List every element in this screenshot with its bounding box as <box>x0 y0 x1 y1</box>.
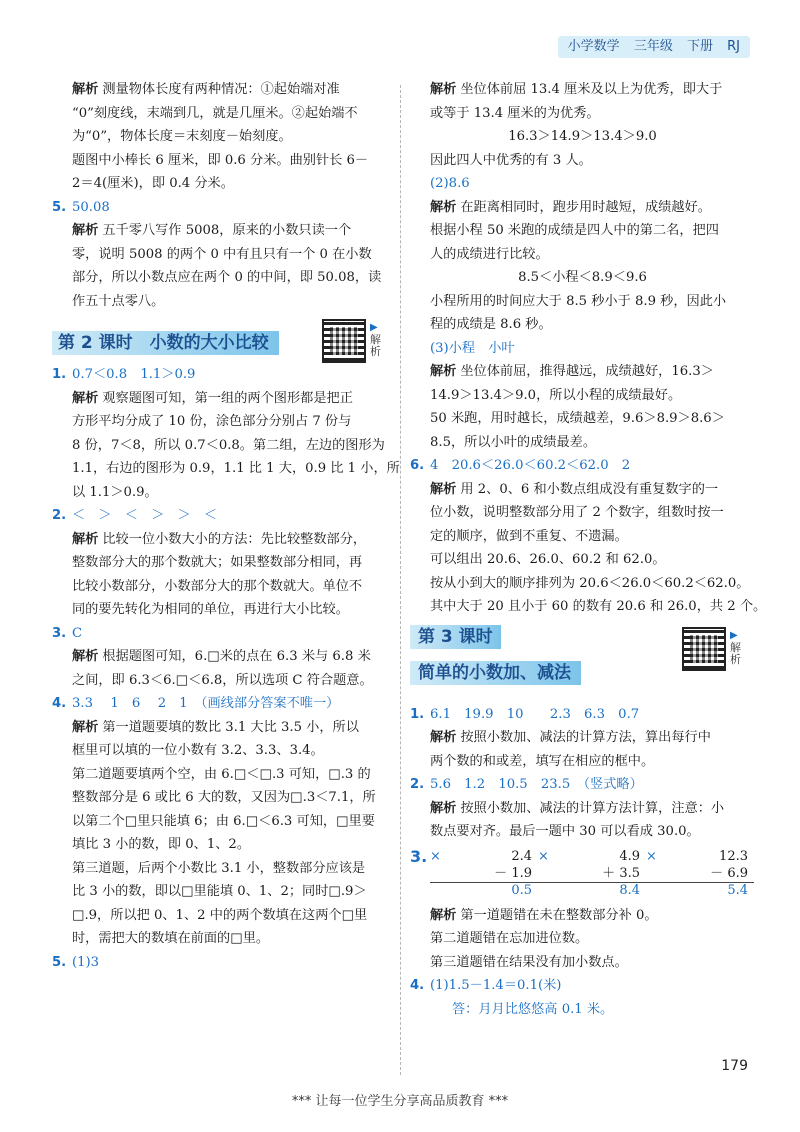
answer: 4 20.6＜26.0＜60.2＜62.0 2 <box>430 458 631 473</box>
calc-top: 2.4 <box>511 848 532 864</box>
wrong-mark: × <box>646 848 657 864</box>
text-line: 框里可以填的一位小数有 3.2、3.3、3.4。 <box>72 743 324 758</box>
answer: ＜ ＞ ＜ ＞ ＞ ＜ <box>72 508 218 523</box>
text-line: “0”刻度线，末端到几，就是几厘米。②起始端不 <box>72 105 358 121</box>
text-line: 1.1，右边的图形为 0.9，1.1 比 1 大，0.9 比 1 小，所 <box>72 461 400 476</box>
answer: 5.6 1.2 10.5 23.5 （竖式略） <box>430 777 643 792</box>
question-number: 4. <box>410 978 425 993</box>
text-line: 定的顺序，做到不重复、不遗漏。 <box>430 528 628 544</box>
text-line: 五千零八写作 5008，原来的小数只读一个 <box>102 223 352 238</box>
calc-bottom: 6.9 <box>727 865 748 881</box>
calc-operator: － <box>494 865 508 881</box>
qr-code-icon[interactable] <box>322 319 366 363</box>
text-line: 人的成绩进行比较。 <box>430 246 549 262</box>
vertical-calc <box>538 848 646 898</box>
header-subject: 小学数学 <box>567 39 620 54</box>
analysis-label: 解析 <box>72 390 99 406</box>
analysis-label: 解析 <box>430 199 457 215</box>
vertical-calc <box>430 848 538 898</box>
inequality-line: 8.5＜小程＜8.9＜9.6 <box>518 270 647 285</box>
calc-top: 12.3 <box>719 848 748 864</box>
text-line: 测量物体长度有两种情况：①起始端对准 <box>102 82 340 97</box>
text-line: 小程所用的时间应大于 8.5 秒小于 8.9 秒，因此小 <box>430 293 727 309</box>
text-line: 以 1.1＞0.9。 <box>72 484 158 500</box>
analysis-label: 解析 <box>72 82 99 97</box>
answer: (2)8.6 <box>430 176 470 191</box>
answer: (1)3 <box>72 954 100 970</box>
footer-slogan: *** 让每一位学生分享高品质教育 *** <box>291 1094 509 1109</box>
play-icon: ▶ <box>370 322 378 333</box>
question-number: 4. <box>52 696 67 711</box>
header-grade: 三年级 <box>633 39 673 54</box>
play-icon: ▶ <box>730 629 738 641</box>
calc-result: 0.5 <box>430 882 538 898</box>
question-number: 3. <box>52 625 67 641</box>
text-line: □.9，所以把 0、1、2 中的两个数填在这两个□里 <box>72 907 368 923</box>
text-line: 为“0”，物体长度＝末刻度－始刻度。 <box>72 129 292 144</box>
analysis-label: 解析 <box>430 82 457 97</box>
text-line: 题图中小棒长 6 厘米，即 0.6 分米。曲别针长 6－ <box>72 152 369 168</box>
analysis-label: 解析 <box>72 649 99 664</box>
answer-sentence: 答：月月比悠悠高 0.1 米。 <box>452 1001 614 1017</box>
inequality-line: 16.3＞14.9＞13.4＞9.0 <box>508 129 657 144</box>
text-line: 8.5，所以小叶的成绩最差。 <box>430 434 597 450</box>
calc-operator: － <box>710 865 724 881</box>
vertical-calc <box>646 848 754 898</box>
vertical-calculations <box>410 848 755 898</box>
text-line: 作五十点零八。 <box>72 293 165 309</box>
text-line: 第二道题要填两个空，由 6.□＜□.3 可知，□.3 的 <box>72 766 371 782</box>
text-line: 在距离相同时，跑步用时越短，成绩越好。 <box>460 199 711 215</box>
answer: 0.7＜0.8 1.1＞0.9 <box>72 367 196 382</box>
text-line: 两个数的和或差，填写在相应的框中。 <box>430 753 655 769</box>
question-number: 1. <box>410 706 425 722</box>
answer: (3)小程 小叶 <box>430 340 515 356</box>
text-line: 填比 3 小的数，即 0、1、2。 <box>72 837 251 852</box>
text-line: 整数部分大的那个数就大；如果整数部分相同，再 <box>72 555 363 570</box>
question-number: 5. <box>52 954 67 970</box>
lesson-subtitle: 简单的小数加、减法 <box>410 661 581 685</box>
text-line: 第一道题要填的数比 3.1 大比 3.5 小，所以 <box>102 719 359 735</box>
lesson-title: 第 3 课时 <box>410 625 501 649</box>
text-line: 50 米跑，用时越长，成绩越差，9.6＞8.9＞8.6＞ <box>430 411 725 426</box>
jiexi-label: ▶解析 <box>730 629 741 666</box>
calc-bottom: 1.9 <box>511 865 532 881</box>
header-volume: 下册 <box>686 39 713 54</box>
answer: 3.3 1 6 2 1 <box>72 696 188 711</box>
text-line: 方形平均分成了 10 份，涂色部分分别占 7 份与 <box>72 414 352 429</box>
analysis-label: 解析 <box>430 800 457 816</box>
calc-top: 4.9 <box>619 848 640 864</box>
analysis-label: 解析 <box>430 907 457 923</box>
answer: 6.1 19.9 10 2.3 6.3 0.7 <box>430 706 640 722</box>
text-line: 第一道题错在未在整数部分补 0。 <box>460 907 658 923</box>
analysis-label: 解析 <box>72 223 99 238</box>
question-number: 6. <box>410 458 425 473</box>
text-line: 根据小程 50 米跑的成绩是四人中的第二名，把四 <box>430 223 719 238</box>
text-line: 数点要对齐。最后一题中 30 可以看成 30.0。 <box>430 824 700 839</box>
wrong-mark: × <box>430 848 441 864</box>
text-line: 按照小数加、减法的计算方法计算，注意：小 <box>460 800 725 816</box>
lesson-2-heading <box>52 319 392 359</box>
left-column <box>52 78 400 974</box>
calc-result: 8.4 <box>538 882 646 898</box>
text-line: 因此四人中优秀的有 3 人。 <box>430 152 592 168</box>
question-number: 2. <box>410 777 425 792</box>
lesson-title: 第 2 课时 小数的大小比较 <box>52 331 279 355</box>
page-number: 179 <box>721 1058 748 1074</box>
answer: 50.08 <box>72 199 110 215</box>
text-line: 同的要先转化为相同的单位，再进行大小比较。 <box>72 602 349 617</box>
text-line: 其中大于 20 且小于 60 的数有 20.6 和 26.0，共 2 个。 <box>430 599 767 614</box>
header-edition: RJ <box>727 39 740 54</box>
text-line: 或等于 13.4 厘米的为优秀。 <box>430 105 600 121</box>
text-line: 第三道题错在结果没有加小数点。 <box>430 954 628 970</box>
text-line: 14.9＞13.4＞9.0，所以小程的成绩最好。 <box>430 387 682 403</box>
text-line: 按从小到大的顺序排列为 20.6＜26.0＜60.2＜62.0。 <box>430 575 750 591</box>
text-line: 坐位体前屈，推得越远，成绩越好，16.3＞ <box>460 364 714 379</box>
text-line: 2＝4(厘米)，即 0.4 分米。 <box>72 176 234 191</box>
question-number: 5. <box>52 199 67 215</box>
text-line: 比较小数部分，小数部分大的那个数就大。单位不 <box>72 578 363 594</box>
calc-bottom: 3.5 <box>619 865 640 881</box>
text-line: 按照小数加、减法的计算方法，算出每行中 <box>460 730 711 745</box>
book-header <box>558 36 750 58</box>
calc-result: 5.4 <box>646 882 754 898</box>
text-line: 第三道题，后两个小数比 3.1 小，整数部分应该是 <box>72 860 366 876</box>
qr-code-icon[interactable] <box>682 627 726 671</box>
question-number: 3. <box>410 846 428 866</box>
analysis-label: 解析 <box>72 719 99 735</box>
answer: (1)1.5－1.4＝0.1(米) <box>430 978 562 993</box>
text-line: 之间，即 6.3＜6.□＜6.8，所以选项 C 符合题意。 <box>72 672 373 688</box>
wrong-mark: × <box>538 848 549 864</box>
analysis-label: 解析 <box>72 531 99 547</box>
answer: C <box>72 625 83 641</box>
text-line: 程的成绩是 8.6 秒。 <box>430 317 552 332</box>
question-number: 2. <box>52 508 67 523</box>
text-line: 第二道题错在忘加进位数。 <box>430 931 589 946</box>
text-line: 观察题图可知，第一组的两个图形都是把正 <box>102 390 353 406</box>
calc-operator: ＋ <box>602 865 616 881</box>
text-line: 坐位体前屈 13.4 厘米及以上为优秀，即大于 <box>460 82 723 97</box>
text-line: 整数部分是 6 或比 6 大的数，又因为□.3＜7.1，所 <box>72 790 376 805</box>
right-column <box>410 78 767 1021</box>
column-divider <box>400 85 401 1075</box>
text-line: 根据题图可知，6.□米的点在 6.3 米与 6.8 米 <box>102 649 371 664</box>
text-line: 用 2、0、6 和小数点组成没有重复数字的一 <box>460 481 719 497</box>
text-line: 时，需把大的数填在前面的□里。 <box>72 931 270 946</box>
question-number: 1. <box>52 367 67 382</box>
text-line: 比 3 小的数，即以□里能填 0、1、2；同时□.9＞ <box>72 884 367 899</box>
text-line: 零，说明 5008 的两个 0 中有且只有一个 0 在小数 <box>72 246 372 262</box>
text-line: 8 份，7＜8，所以 0.7＜0.8。第二组，左边的图形为 <box>72 437 385 453</box>
text-line: 部分，所以小数点应在两个 0 的中间，即 50.08，读 <box>72 270 382 285</box>
answer-note: （画线部分答案不唯一） <box>200 696 340 711</box>
jiexi-label: ▶解析 <box>370 322 381 358</box>
text-line: 比较一位小数大小的方法：先比较整数部分， <box>102 531 367 547</box>
text-line: 以第二个□里只能填 6；由 6.□＜6.3 可知，□里要 <box>72 813 375 829</box>
lesson-3-heading <box>410 621 755 697</box>
text-line: 位小数，说明整数部分用了 2 个数字，组数时按一 <box>430 505 724 520</box>
text-line: 可以组出 20.6、26.0、60.2 和 62.0。 <box>430 552 666 567</box>
analysis-label: 解析 <box>430 481 457 497</box>
analysis-label: 解析 <box>430 364 457 379</box>
analysis-label: 解析 <box>430 730 457 745</box>
